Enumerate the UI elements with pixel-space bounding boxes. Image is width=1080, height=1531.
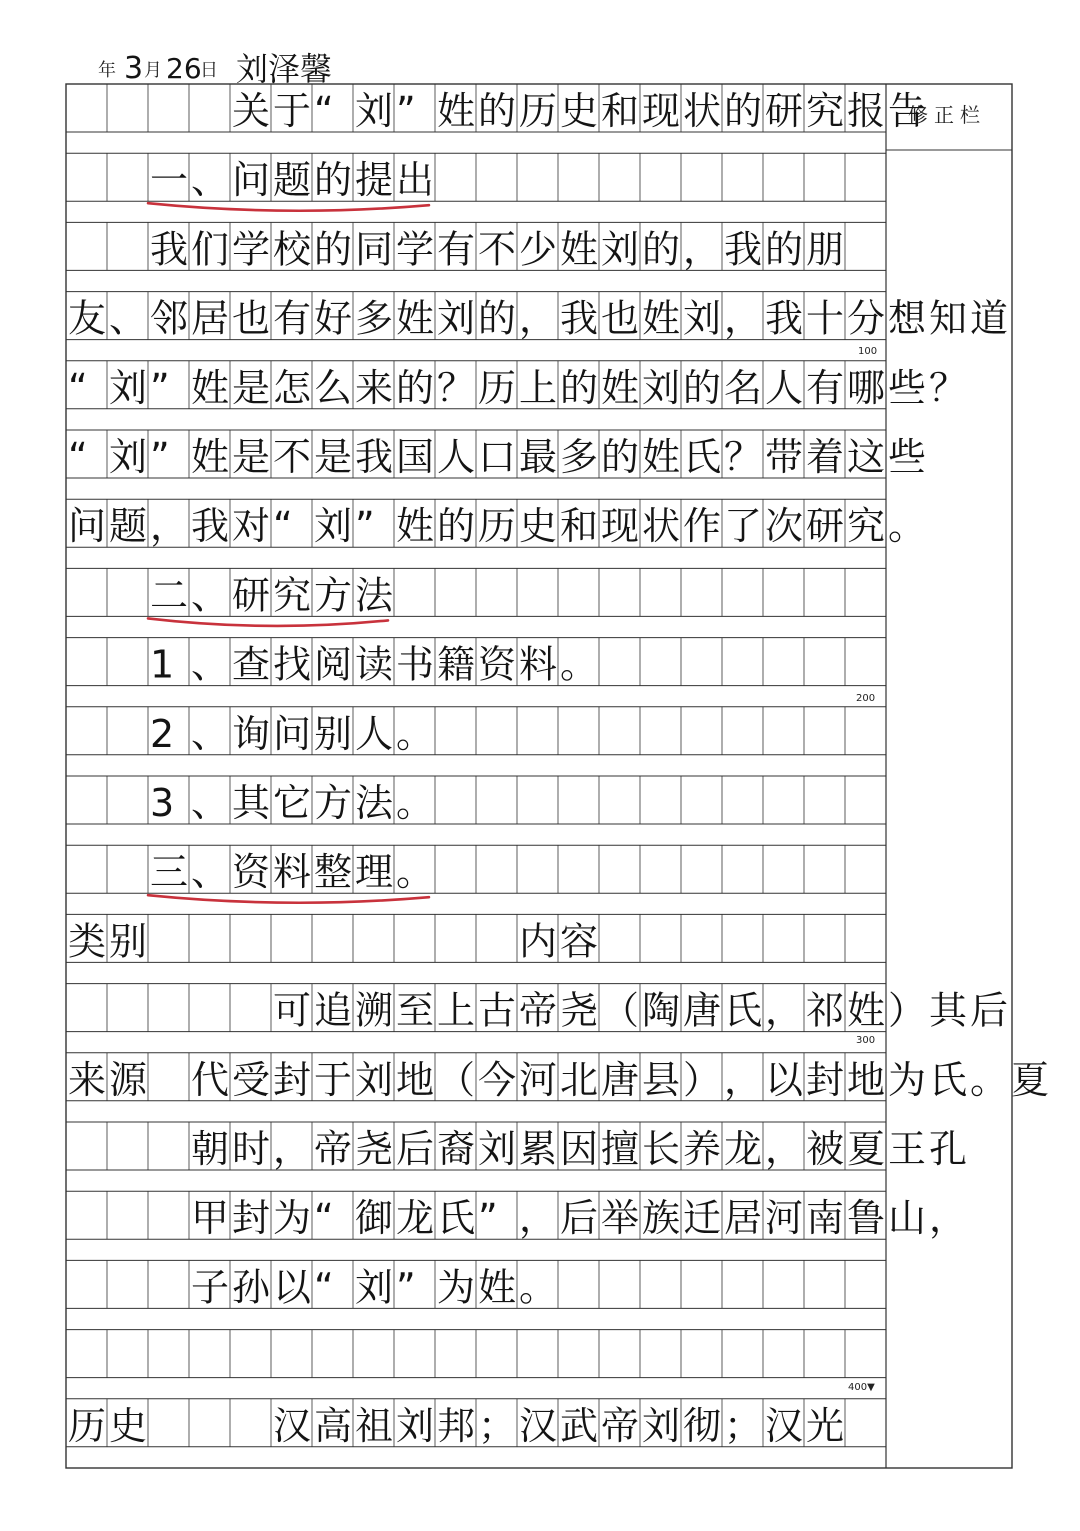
line-text: “ 刘” 姓是不是我国人口最多的姓氏？带着这些 — [68, 435, 927, 479]
month-label: 月 — [144, 60, 162, 81]
line-text: 甲封为“ 御龙氏” ，后举族迁居河南鲁山， — [191, 1196, 968, 1241]
line-text: 1 、查找阅读书籍资料。 — [150, 642, 599, 687]
text-line — [150, 643, 598, 687]
marker-400: 400▼ — [848, 1382, 875, 1393]
grid-row — [66, 361, 886, 409]
grid-row — [66, 984, 886, 1032]
text-line — [150, 227, 844, 271]
grid-row — [66, 845, 886, 893]
line-text: 友、邻居也有好多姓刘的，我也姓刘，我十分想知道 — [68, 296, 1009, 341]
grid-row — [66, 776, 886, 824]
text-line — [150, 850, 434, 894]
line-text: 问题，我对“ 刘” 姓的历史和现状作了次研究。 — [68, 504, 927, 549]
line-text: 关于“ 刘” 姓的历史和现状的研究报告 — [232, 89, 927, 133]
grid-row — [66, 914, 886, 962]
line-text: 2 、询问别人。 — [150, 711, 435, 756]
text-line — [150, 781, 434, 825]
grid-row — [66, 638, 886, 686]
month-value: 3 — [124, 51, 144, 86]
grid-row — [66, 430, 886, 478]
day-value: 26 — [166, 52, 202, 85]
line-text: 子孙以“ 刘” 为姓。 — [191, 1265, 558, 1310]
day-label: 日 — [200, 60, 218, 81]
marker-300: 300 — [856, 1035, 876, 1046]
text-line — [68, 435, 926, 479]
marker-100: 100 — [858, 346, 878, 357]
marker-200: 200 — [856, 693, 876, 704]
grid-row — [66, 1399, 886, 1447]
grid-row — [66, 568, 886, 616]
year-label: 年 — [98, 60, 116, 81]
line-text: 二、研究方法 — [150, 573, 394, 618]
grid-row — [66, 153, 886, 201]
author-name: 刘泽馨 — [236, 50, 333, 88]
text-line — [150, 712, 434, 756]
line-text: 朝时，帝尧后裔刘累因擅长养龙，被夏王孔 — [191, 1127, 968, 1171]
line-text: 来源 — [68, 1057, 148, 1102]
grid-row — [66, 1191, 886, 1239]
line-text: 我们学校的同学有不少姓刘的，我的朋 — [150, 227, 845, 272]
grid-row — [66, 84, 886, 132]
line-text: 可追溯至上古帝尧（陶唐氏，祁姓）其后 — [273, 988, 1009, 1033]
text-line — [68, 504, 926, 548]
line-text-secondary: 汉高祖刘邦；汉武帝刘彻；汉光 — [273, 1403, 845, 1448]
grid-row — [66, 499, 886, 547]
line-text-secondary: 内容 — [519, 919, 599, 964]
text-line — [191, 1265, 557, 1309]
grid-row — [66, 222, 886, 270]
line-text: 三、资料整理。 — [150, 850, 435, 895]
line-text: 一、问题的提出 — [150, 158, 435, 203]
text-line — [68, 297, 1008, 341]
line-text: “ 刘” 姓是怎么来的？历上的姓刘的名人有哪些？ — [68, 365, 968, 410]
line-text-secondary: 代受封于刘地（今河北唐县），以封地为氏。夏 — [191, 1057, 1050, 1102]
grid-row — [66, 1122, 886, 1170]
grid-row — [66, 1330, 886, 1378]
text-line — [191, 1127, 967, 1171]
grid-row — [66, 1260, 886, 1308]
grid-row — [66, 292, 886, 340]
line-text: 历史 — [68, 1403, 148, 1448]
line-text: 3 、其它方法。 — [150, 781, 435, 825]
text-line — [150, 158, 434, 202]
text-line — [191, 1196, 967, 1240]
grid-row — [66, 707, 886, 755]
grid-row — [66, 1053, 886, 1101]
manuscript-grid — [66, 84, 1012, 1468]
line-text: 类别 — [68, 919, 148, 964]
margin-column-label: 修正栏 — [908, 103, 986, 127]
